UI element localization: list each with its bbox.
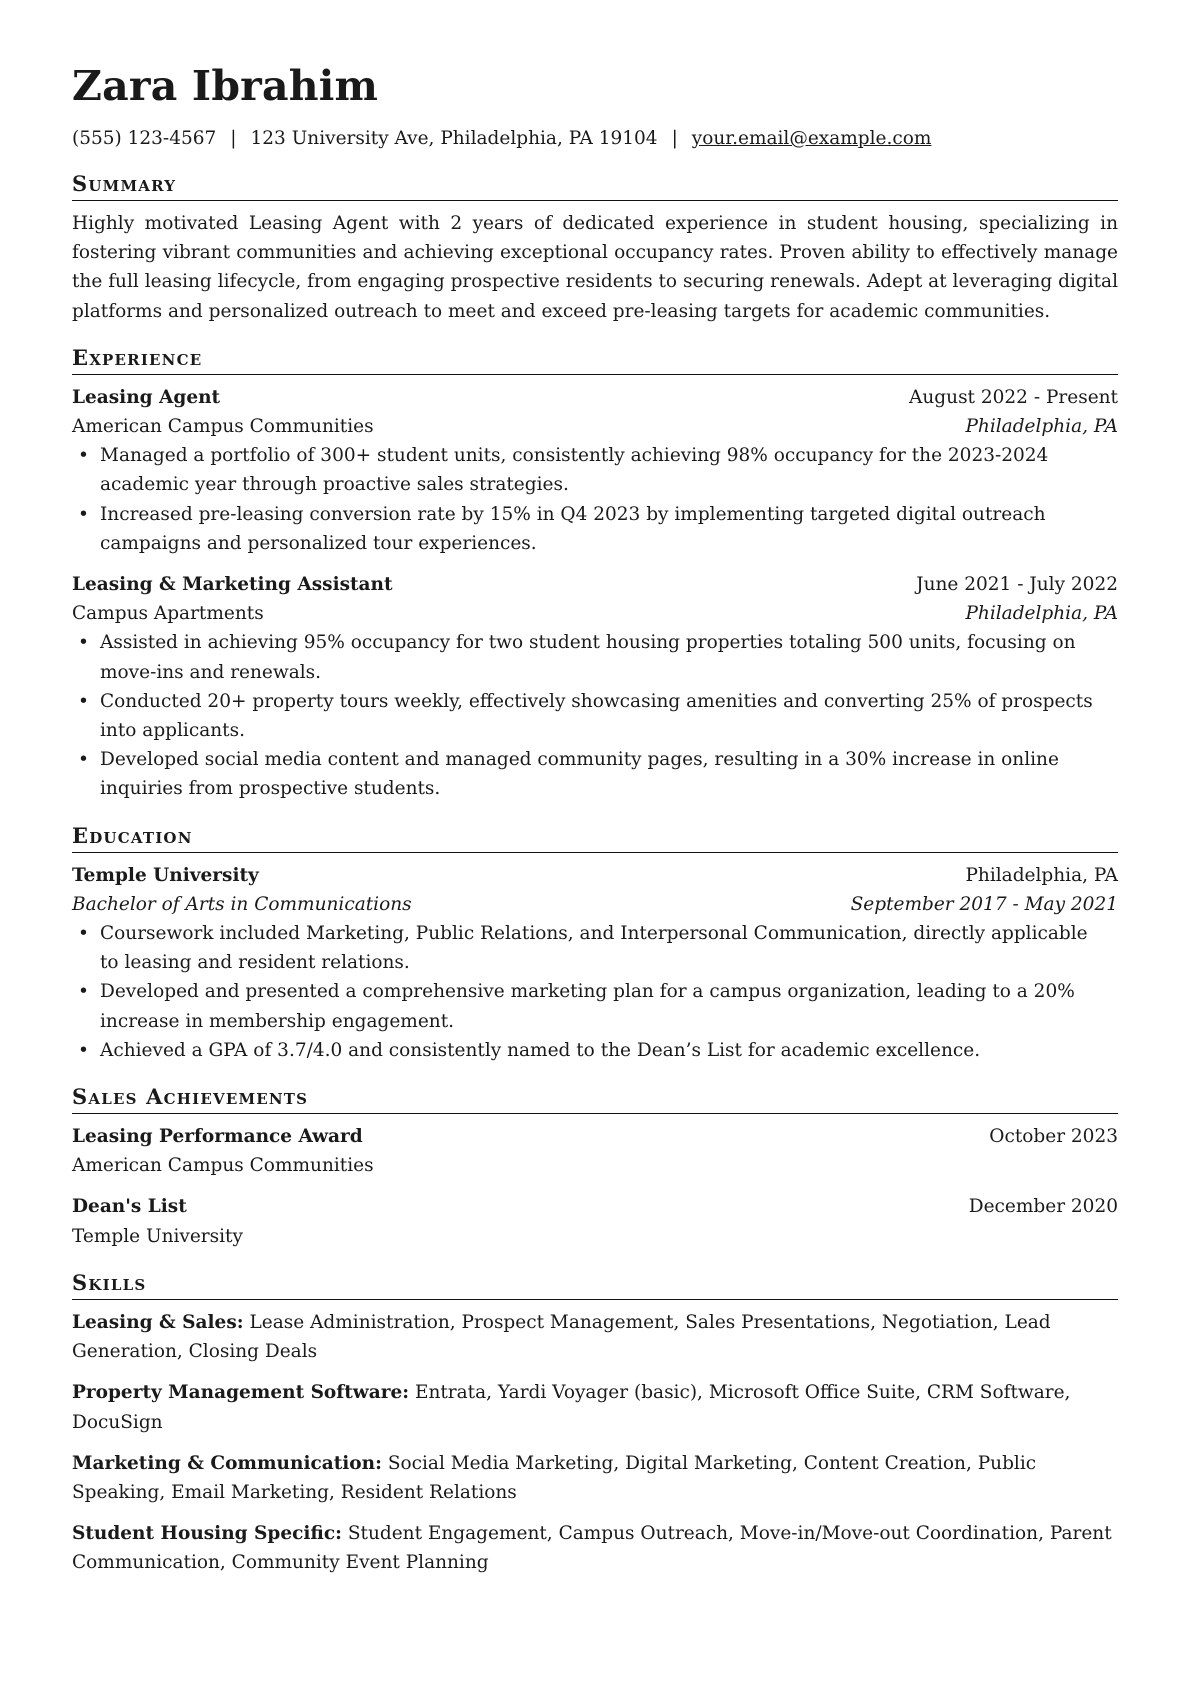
job-location: Philadelphia, PA <box>965 416 1118 438</box>
job-bullets <box>72 628 1118 803</box>
section-title-education: Education <box>72 822 1118 853</box>
job-dates: June 2021 - July 2022 <box>916 574 1118 596</box>
education-entry <box>72 861 1118 1065</box>
bullet-item: • Developed social media content and managed community pages, resulting in a 30% increase in online inquiries from prospective students. <box>100 745 1118 803</box>
skill-items: Student Engagement, Campus Outreach, Move-in/Move-out Coordination, Parent Communication, Community Event Planning <box>72 1523 1112 1574</box>
section-title-skills: Skills <box>72 1269 1118 1300</box>
contact-line <box>72 126 1118 152</box>
job-bullets <box>72 441 1118 558</box>
job-dates: August 2022 - Present <box>909 386 1118 408</box>
skill-items: Social Media Marketing, Digital Marketing, Content Creation, Public Speaking, Email Marketing, Resident Relations <box>72 1452 1037 1503</box>
candidate-name: Zara Ibrahim <box>72 62 379 110</box>
contact-separator: | <box>230 128 237 149</box>
achievement-org: Temple University <box>72 1225 243 1247</box>
address: 123 University Ave, Philadelphia, PA 19104 <box>250 128 658 149</box>
bullet-item: • Assisted in achieving 95% occupancy for two student housing properties totaling 500 units, focusing on move-ins and renewals. <box>100 628 1118 686</box>
school-location: Philadelphia, PA <box>965 864 1118 886</box>
summary-text: Highly motivated Leasing Agent with 2 years of dedicated experience in student housing, specializing in fostering vibrant communities and achieving exceptional occupancy rates. Proven ability to effectively manage the full leasing lifecycle, from engaging prospective residents to securing renewals. Adept at leveraging digital platforms and personalized outreach to meet and exceed pre-leasing targets for academic communities. <box>72 213 1118 322</box>
job-entry <box>72 383 1118 558</box>
achievement-name: Leasing Performance Award <box>72 1126 363 1148</box>
achievement-name: Dean's List <box>72 1196 187 1218</box>
skill-group <box>72 1378 1118 1436</box>
job-entry <box>72 570 1118 804</box>
achievement-date: October 2023 <box>989 1126 1118 1148</box>
skill-label: Student Housing Specific: <box>72 1523 342 1545</box>
bullet-item: • Coursework included Marketing, Public Relations, and Interpersonal Communication, directly applicable to leasing and resident relations. <box>100 919 1118 977</box>
achievements-section <box>72 1083 1118 1251</box>
skill-label: Leasing & Sales: <box>72 1311 244 1333</box>
achievement-org: American Campus Communities <box>72 1155 374 1177</box>
email-link[interactable]: your.email@example.com <box>691 128 932 149</box>
achievement-entry <box>72 1122 1118 1180</box>
bullet-item: • Conducted 20+ property tours weekly, effectively showcasing amenities and converting 25% of prospects into applicants. <box>100 687 1118 745</box>
job-company: Campus Apartments <box>72 603 264 625</box>
job-company: American Campus Communities <box>72 416 374 438</box>
bullet-item: • Achieved a GPA of 3.7/4.0 and consistently named to the Dean’s List for academic excellence. <box>100 1036 1118 1065</box>
skill-items: Entrata, Yardi Voyager (basic), Microsoft Office Suite, CRM Software, DocuSign <box>72 1382 1071 1433</box>
school-name: Temple University <box>72 864 259 886</box>
summary-section <box>72 170 1118 326</box>
skill-label: Property Management Software: <box>72 1382 410 1404</box>
bullet-item: • Managed a portfolio of 300+ student units, consistently achieving 98% occupancy for the 2023-2024 academic year through proactive sales strategies. <box>100 441 1118 499</box>
bullet-item: • Increased pre-leasing conversion rate by 15% in Q4 2023 by implementing targeted digital outreach campaigns and personalized tour experiences. <box>100 500 1118 558</box>
skill-group <box>72 1519 1118 1577</box>
education-dates: September 2017 - May 2021 <box>850 893 1118 915</box>
degree: Bachelor of Arts in Communications <box>72 893 412 915</box>
skills-section <box>72 1269 1118 1578</box>
section-title-experience: Experience <box>72 344 1118 375</box>
section-title-achievements: Sales Achievements <box>72 1083 1118 1114</box>
skill-group <box>72 1308 1118 1366</box>
phone-number: (555) 123-4567 <box>72 128 217 149</box>
job-role: Leasing & Marketing Assistant <box>72 574 393 596</box>
experience-section <box>72 344 1118 804</box>
contact-separator: | <box>671 128 678 149</box>
education-section <box>72 822 1118 1065</box>
skill-items: Lease Administration, Prospect Management, Sales Presentations, Negotiation, Lead Generation, Closing Deals <box>72 1311 1051 1363</box>
education-bullets <box>72 919 1118 1065</box>
section-title-summary: Summary <box>72 170 1118 201</box>
achievement-date: December 2020 <box>968 1196 1118 1218</box>
job-role: Leasing Agent <box>72 386 221 408</box>
skill-group <box>72 1449 1118 1507</box>
bullet-item: • Developed and presented a comprehensive marketing plan for a campus organization, leading to a 20% increase in membership engagement. <box>100 977 1118 1035</box>
achievement-entry <box>72 1192 1118 1250</box>
job-location: Philadelphia, PA <box>965 603 1118 625</box>
skill-label: Marketing & Communication: <box>72 1452 382 1474</box>
